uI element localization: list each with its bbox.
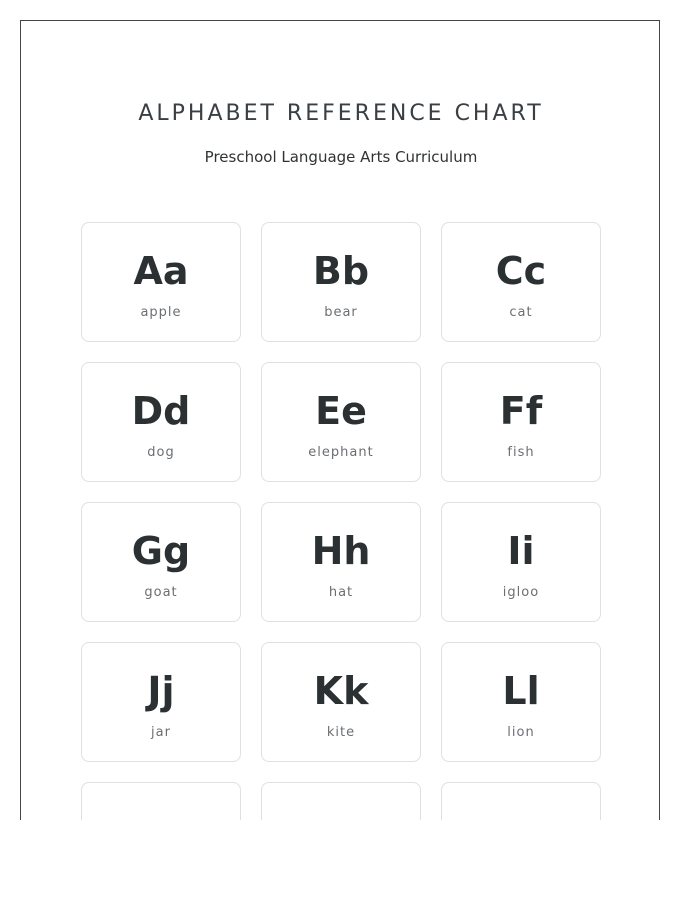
- card-letter: Hh: [311, 529, 371, 573]
- card-letter: Ff: [499, 389, 543, 433]
- card-letter: Ee: [315, 389, 367, 433]
- card-word: igloo: [502, 585, 540, 600]
- page-subtitle: Preschool Language Arts Curriculum: [204, 148, 478, 166]
- card-word: cat: [509, 305, 533, 320]
- letter-card-b: [261, 222, 421, 342]
- letter-card-f: [441, 362, 601, 482]
- letter-card-e: [261, 362, 421, 482]
- card-letter: Dd: [131, 389, 191, 433]
- card-letter: Ll: [502, 669, 540, 713]
- card-word: jar: [151, 725, 171, 740]
- card-letter: Ii: [507, 529, 535, 573]
- letter-card-i: [441, 502, 601, 622]
- card-letter: Kk: [313, 669, 369, 713]
- letter-card-l: [441, 642, 601, 762]
- card-letter: Gg: [131, 529, 191, 573]
- card-word: elephant: [308, 445, 374, 460]
- letter-card-k: [261, 642, 421, 762]
- card-word: apple: [140, 305, 182, 320]
- letter-card-h: [261, 502, 421, 622]
- card-word: bear: [324, 305, 358, 320]
- letter-card-j: [81, 642, 241, 762]
- letter-card-d: [81, 362, 241, 482]
- letter-card-partial: [441, 782, 601, 820]
- letter-card-g: [81, 502, 241, 622]
- card-word: goat: [144, 585, 178, 600]
- card-word: hat: [328, 585, 354, 600]
- letter-card-a: [81, 222, 241, 342]
- card-word: fish: [507, 445, 535, 460]
- card-word: dog: [147, 445, 175, 460]
- letter-grid: [81, 222, 601, 820]
- letter-card-c: [441, 222, 601, 342]
- card-letter: Aa: [133, 249, 189, 293]
- card-letter: Jj: [147, 669, 175, 713]
- chart-page: [20, 20, 660, 820]
- card-letter: Bb: [312, 249, 370, 293]
- page-title: ALPHABET REFERENCE CHART: [138, 101, 544, 126]
- card-letter: Cc: [495, 249, 547, 293]
- card-word: kite: [326, 725, 356, 740]
- letter-card-partial: [81, 782, 241, 820]
- card-word: lion: [507, 725, 535, 740]
- letter-card-partial: [261, 782, 421, 820]
